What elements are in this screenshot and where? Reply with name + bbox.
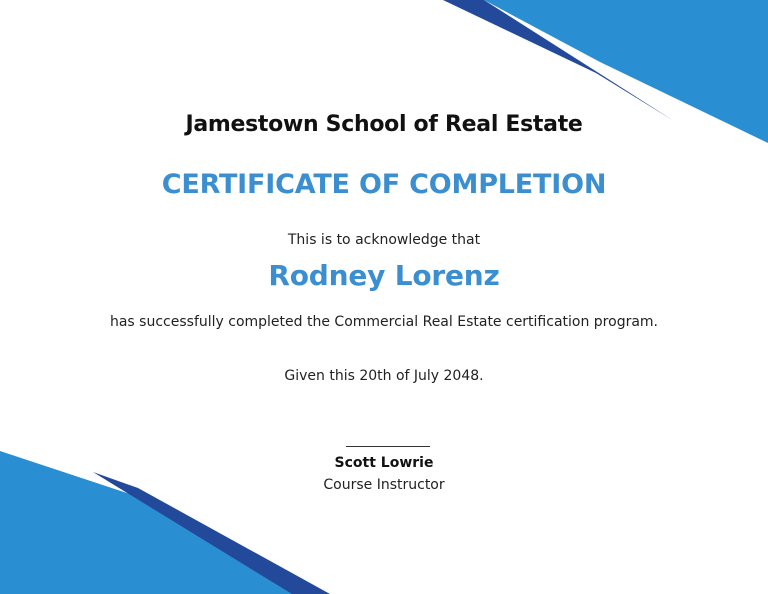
signature-line — [346, 446, 430, 447]
signer-name: Scott Lowrie — [334, 455, 434, 471]
completion-statement: has successfully completed the Commercial Real Estate certification program. — [109, 314, 659, 330]
signer-role: Course Instructor — [323, 477, 445, 493]
school-name: Jamestown School of Real Estate — [185, 112, 583, 137]
certificate-title: CERTIFICATE OF COMPLETION — [161, 169, 607, 200]
given-date: Given this 20th of July 2048. — [284, 368, 484, 384]
recipient-name: Rodney Lorenz — [268, 259, 500, 292]
acknowledge-text: This is to acknowledge that — [287, 232, 481, 248]
